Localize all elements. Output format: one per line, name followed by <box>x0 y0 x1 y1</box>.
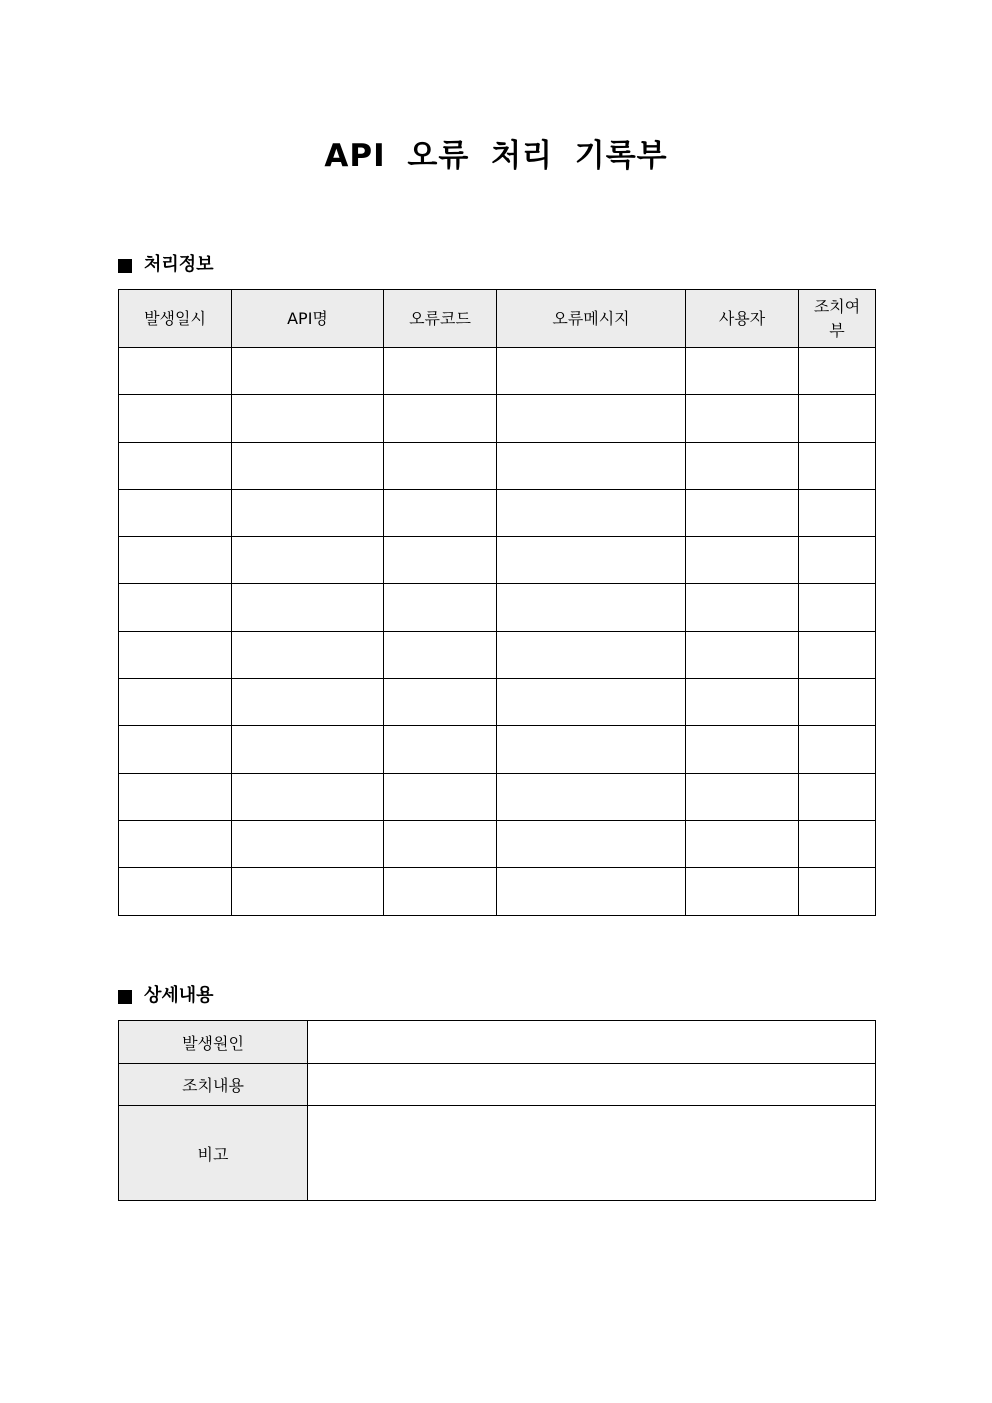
cell-action-status[interactable] <box>799 679 876 726</box>
table-row <box>119 868 876 915</box>
table-row <box>119 679 876 726</box>
cell-api-name[interactable] <box>232 820 384 867</box>
processing-info-table <box>118 289 876 916</box>
cell-error-code[interactable] <box>384 868 497 915</box>
column-header-action-status-label: 조치여부 <box>813 296 861 340</box>
cell-user[interactable] <box>686 442 799 489</box>
cell-error-message[interactable] <box>497 442 686 489</box>
cell-api-name[interactable] <box>232 348 384 395</box>
table-row <box>119 631 876 678</box>
detail-row-cause <box>119 1021 876 1064</box>
column-header-api-name: API명 <box>232 290 384 348</box>
cell-error-code[interactable] <box>384 537 497 584</box>
cell-api-name[interactable] <box>232 868 384 915</box>
column-header-error-message: 오류메시지 <box>497 290 686 348</box>
cell-user[interactable] <box>686 537 799 584</box>
column-header-occurred-at: 발생일시 <box>119 290 232 348</box>
cell-occurred-at[interactable] <box>119 773 232 820</box>
cell-api-name[interactable] <box>232 489 384 536</box>
cell-occurred-at[interactable] <box>119 679 232 726</box>
cell-error-message[interactable] <box>497 537 686 584</box>
cell-api-name[interactable] <box>232 537 384 584</box>
cell-user[interactable] <box>686 489 799 536</box>
section-heading-detail <box>118 984 214 1008</box>
cell-action-status[interactable] <box>799 726 876 773</box>
cell-error-code[interactable] <box>384 773 497 820</box>
table-row <box>119 584 876 631</box>
cell-user[interactable] <box>686 773 799 820</box>
cell-error-message[interactable] <box>497 489 686 536</box>
cell-occurred-at[interactable] <box>119 348 232 395</box>
table-row <box>119 537 876 584</box>
cell-error-code[interactable] <box>384 489 497 536</box>
cell-error-message[interactable] <box>497 868 686 915</box>
cell-user[interactable] <box>686 820 799 867</box>
cell-error-message[interactable] <box>497 584 686 631</box>
cell-error-message[interactable] <box>497 773 686 820</box>
cell-occurred-at[interactable] <box>119 395 232 442</box>
cell-action-status[interactable] <box>799 348 876 395</box>
cell-occurred-at[interactable] <box>119 726 232 773</box>
cell-error-message[interactable] <box>497 679 686 726</box>
cell-api-name[interactable] <box>232 726 384 773</box>
cell-api-name[interactable] <box>232 584 384 631</box>
cell-error-message[interactable] <box>497 726 686 773</box>
detail-row-action <box>119 1064 876 1106</box>
document-title: API 오류 처리 기록부 <box>324 138 668 174</box>
cell-occurred-at[interactable] <box>119 537 232 584</box>
cell-action-status[interactable] <box>799 395 876 442</box>
table-row <box>119 820 876 867</box>
square-bullet-icon <box>118 259 132 273</box>
cell-api-name[interactable] <box>232 442 384 489</box>
cell-error-message[interactable] <box>497 395 686 442</box>
detail-table <box>118 1020 876 1201</box>
column-header-user: 사용자 <box>686 290 799 348</box>
cell-error-code[interactable] <box>384 348 497 395</box>
detail-label-action: 조치내용 <box>119 1064 308 1106</box>
cell-occurred-at[interactable] <box>119 489 232 536</box>
detail-field-remarks[interactable] <box>308 1106 876 1201</box>
detail-field-cause[interactable] <box>308 1021 876 1064</box>
cell-action-status[interactable] <box>799 584 876 631</box>
section-heading-label: 상세내용 <box>144 985 214 1006</box>
cell-user[interactable] <box>686 868 799 915</box>
cell-user[interactable] <box>686 726 799 773</box>
table-header-row <box>119 290 876 348</box>
cell-user[interactable] <box>686 348 799 395</box>
table-row <box>119 442 876 489</box>
detail-row-remarks <box>119 1106 876 1201</box>
cell-action-status[interactable] <box>799 537 876 584</box>
detail-field-action[interactable] <box>308 1064 876 1106</box>
cell-error-code[interactable] <box>384 584 497 631</box>
cell-error-code[interactable] <box>384 726 497 773</box>
section-heading-label: 처리정보 <box>144 254 214 275</box>
section-heading-processing <box>118 253 214 277</box>
cell-error-message[interactable] <box>497 631 686 678</box>
cell-user[interactable] <box>686 679 799 726</box>
cell-user[interactable] <box>686 631 799 678</box>
table-row <box>119 773 876 820</box>
detail-label-cause: 발생원인 <box>119 1021 308 1064</box>
square-bullet-icon <box>118 990 132 1004</box>
cell-error-code[interactable] <box>384 631 497 678</box>
cell-api-name[interactable] <box>232 773 384 820</box>
cell-user[interactable] <box>686 395 799 442</box>
column-header-action-status <box>799 290 876 348</box>
cell-error-code[interactable] <box>384 395 497 442</box>
cell-error-message[interactable] <box>497 820 686 867</box>
cell-occurred-at[interactable] <box>119 820 232 867</box>
cell-user[interactable] <box>686 584 799 631</box>
table-row <box>119 489 876 536</box>
table-row <box>119 348 876 395</box>
cell-action-status[interactable] <box>799 442 876 489</box>
cell-action-status[interactable] <box>799 489 876 536</box>
table-row <box>119 726 876 773</box>
cell-api-name[interactable] <box>232 395 384 442</box>
cell-api-name[interactable] <box>232 631 384 678</box>
cell-action-status[interactable] <box>799 631 876 678</box>
cell-error-code[interactable] <box>384 679 497 726</box>
cell-error-code[interactable] <box>384 442 497 489</box>
cell-api-name[interactable] <box>232 679 384 726</box>
column-header-error-code: 오류코드 <box>384 290 497 348</box>
cell-error-message[interactable] <box>497 348 686 395</box>
detail-label-remarks: 비고 <box>119 1106 308 1201</box>
cell-occurred-at[interactable] <box>119 631 232 678</box>
cell-action-status[interactable] <box>799 773 876 820</box>
cell-occurred-at[interactable] <box>119 442 232 489</box>
cell-action-status[interactable] <box>799 820 876 867</box>
cell-occurred-at[interactable] <box>119 868 232 915</box>
cell-occurred-at[interactable] <box>119 584 232 631</box>
cell-action-status[interactable] <box>799 868 876 915</box>
cell-error-code[interactable] <box>384 820 497 867</box>
table-row <box>119 395 876 442</box>
